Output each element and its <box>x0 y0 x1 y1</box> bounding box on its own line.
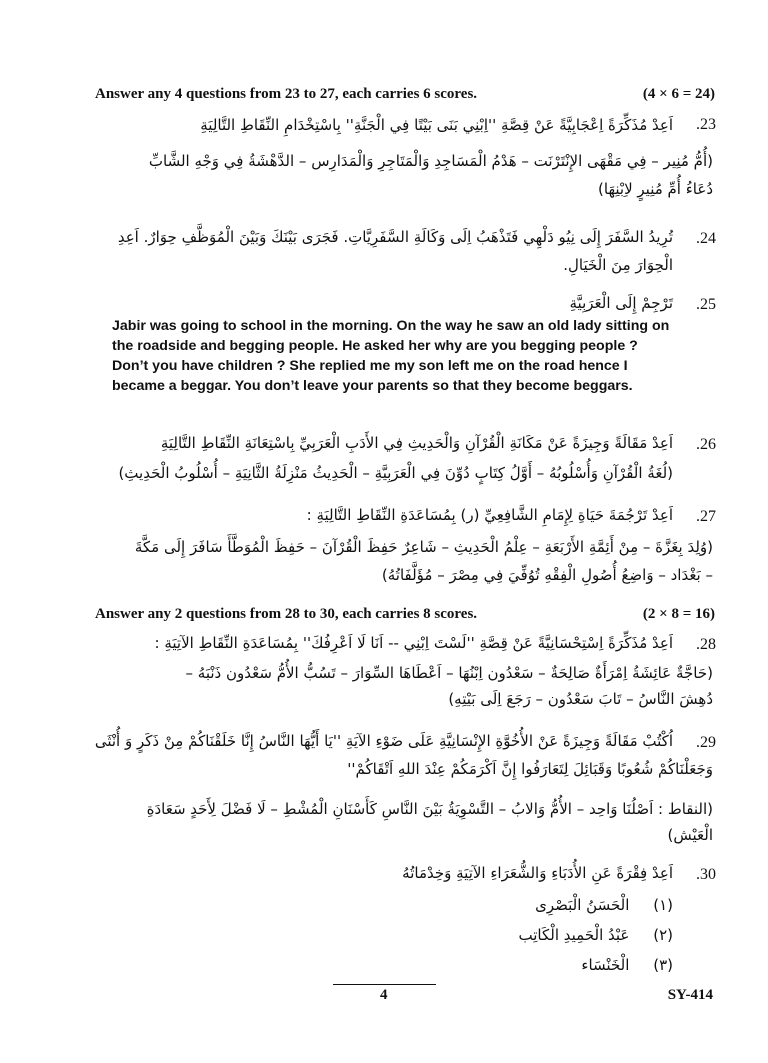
option-number: (٣) <box>653 956 673 974</box>
question-points-line: (لُغَةُ الْقُرْآنِ وَأُسْلُوبُهُ – أَوَّلُ كِتَابٍ دُوِّنَ فِي الْعَرَبِيَّةِ – الْحَدِيثُ مَنْزِلَةُ الثَّانِيَةِ – أُسْلُوبُ الْحَدِيثِ) <box>118 464 673 482</box>
question-text: وَجَعَلْنَاكُمْ شُعُوبًا وَقَبَائِلَ لِتَعَارَفُوا إِنَّ اَكْرَمَكُمْ عِنْدَ اللهِ اَتْقَاكُمْ'' <box>347 760 713 778</box>
section-1-scores: (4 × 6 = 24) <box>642 86 715 102</box>
footer-divider <box>333 984 436 985</box>
question-text: اُكْتُبْ مَقَالَةً وَجِيزَةً عَنْ الأُخُوَّةِ الإِنْسَانِيَّةِ عَلَى ضَوْءِ الآيَةِ ''يَا أَيُّهَا النَّاسُ إِنَّا خَلَقْنَاكُمْ مِنْ ذَكَرٍ وَ أُنْثَى <box>94 732 673 750</box>
question-number: .27 <box>696 508 716 525</box>
question-number: .29 <box>696 734 716 751</box>
question-text: اَعِدْ مُذَكِّرَةً اِعْجَابِيَّةً عَنْ قِصَّةِ ''اِبْنِي بَنَى بَيْتًا فِي الْجَنَّةِ'' بِاسْتِخْدَامِ النِّقَاطِ التَّالِيَةِ <box>200 116 673 134</box>
question-number: .24 <box>696 230 716 247</box>
question-points-line: الْعَيْش) <box>667 826 713 844</box>
option-text: الْحَسَنُ الْبَصْرِى <box>535 896 630 914</box>
question-text: اَعِدْ تَرْجُمَةَ حَيَاةِ لِإِمَامِ الشَّافِعِيِّ (ر) بِمُسَاعَدَةِ النِّقَاطِ التَّالِيَةِ : <box>306 506 673 524</box>
question-number: .30 <box>696 866 716 883</box>
paper-code: SY-414 <box>667 987 713 1003</box>
question-points-line: (وُلِدَ بِغَزَّةَ – مِنْ أَئِمَّةِ الأَرْبَعَةِ – عِلْمُ الْحَدِيثِ – شَاعِرٌ حَفِظَ الْقُرْآنَ – حَفِظَ الْمُوَطَّأَ سَافَرَ إِلَى مَكَّةَ <box>134 538 713 556</box>
option-3 <box>581 956 673 974</box>
question-points-line: (أُمُّ مُنِير – فِي مَقْهَى الإِنْتَرْنَت – هَدْمُ الْمَسَاجِدِ وَالْمَتَاجِرِ وَالْمَدَارِس – الدَّهْشَةُ فِي وَجْهِ الشَّابِّ <box>148 152 713 170</box>
section-2-scores: (2 × 8 = 16) <box>642 606 715 622</box>
option-1 <box>535 896 673 914</box>
option-text: عَبْدُ الْحَمِيدِ الْكَاتِب <box>518 926 630 944</box>
question-number: .23 <box>696 116 716 133</box>
question-points-line: (حَاجَّةٌ عَائِشَةُ اِمْرَأَةٌ صَالِحَةٌ – سَعْدُون اِبْنُهَا – اَعْطَاهَا السِّوَارَ – تَسُبُّ الأُمُّ سَعْدُون ذَنْبَهُ – <box>185 664 713 682</box>
question-text: تُرِيدُ السَّفَرَ إِلَى نِيُو دَلْهِي فَتَذْهَبُ اِلَى وَكَالَةِ السَّفَرِيَّاتِ. فَجَرَى بَيْنَكَ وَبَيْنَ الْمُوَظَّفِ حِوَارٌ. اَعِدِ <box>117 228 673 246</box>
section-1-heading <box>95 86 715 103</box>
option-number: (٢) <box>653 926 673 944</box>
translation-passage: Jabir was going to school in the morning. On the way he saw an old lady sitting on the roadside and begging people. He asked her why are you begging people ? Don’t you have children ? She replied me my son left me on the road hence I became a beggar. You don’t leave your parents so that they become beggars. <box>112 318 670 394</box>
page-number: 4 <box>380 987 388 1003</box>
question-points-line: دُعَاءُ أُمِّ مُنِيرٍ لاِبْنِهَا) <box>598 180 713 198</box>
question-points-line: دُهِشَ النَّاسُ – تَابَ سَعْدُون – رَجَعَ اِلَى بَيْتِهِ) <box>448 690 713 708</box>
question-text: اَعِدْ فِقْرَةً عَنِ الأُدَبَاءِ وَالشُّعَرَاءِ الآتِيَةِ وَخِدْمَاتُهُ <box>402 864 673 882</box>
section-2-instruction: Answer any 2 questions from 28 to 30, each carries 8 scores. <box>95 606 478 622</box>
section-1-instruction: Answer any 4 questions from 23 to 27, each carries 6 scores. <box>95 86 478 102</box>
option-text: الْخَنْسَاء <box>581 956 630 974</box>
question-points-line: – بَغْدَاد – وَاضِعُ أُصُولِ الْفِقْهِ تُوُفِّيَ فِي مِصْرَ – مُؤَلَّفَاتُهُ) <box>381 566 713 584</box>
section-2-heading <box>95 606 715 623</box>
question-text: الْحِوَارَ مِنَ الْخَيَالِ. <box>563 256 673 274</box>
question-points-line: (النقاط : اَصْلُنَا وَاحِد – الأُمُّ وَالابُ – التَّسْوِيَةُ بَيْنَ النَّاسِ كَأَسْنَانِ الْمُشْطِ – لَا فَضْلَ لِأَحَدٍ سَعَادَةِ <box>146 800 713 818</box>
question-number: .28 <box>696 636 716 653</box>
option-2 <box>519 926 674 944</box>
question-number: .26 <box>696 436 716 453</box>
question-number: .25 <box>696 296 716 313</box>
option-number: (١) <box>653 896 673 914</box>
question-text: تَرْجِمْ إِلَى الْعَرَبِيَّةِ <box>569 294 673 312</box>
question-text: اَعِدْ مُذَكِّرَةً اِسْتِحْسَانِيَّةً عَنْ قِصَّةِ ''لَسْتَ اِبْنِي -- اَنَا لَا اَعْرِفُكَ'' بِمُسَاعَدَةِ النِّقَاطِ الآتِيَةِ : <box>154 634 673 652</box>
question-text: اَعِدْ مَقَالَةً وَجِيزَةً عَنْ مَكَانَةِ الْقُرْآنِ وَالْحَدِيثِ فِي الأَدَبِ الْعَرَبِيِّ بِاسْتِعَانَةِ النِّقَاطِ التَّالِيَةِ <box>160 434 673 452</box>
